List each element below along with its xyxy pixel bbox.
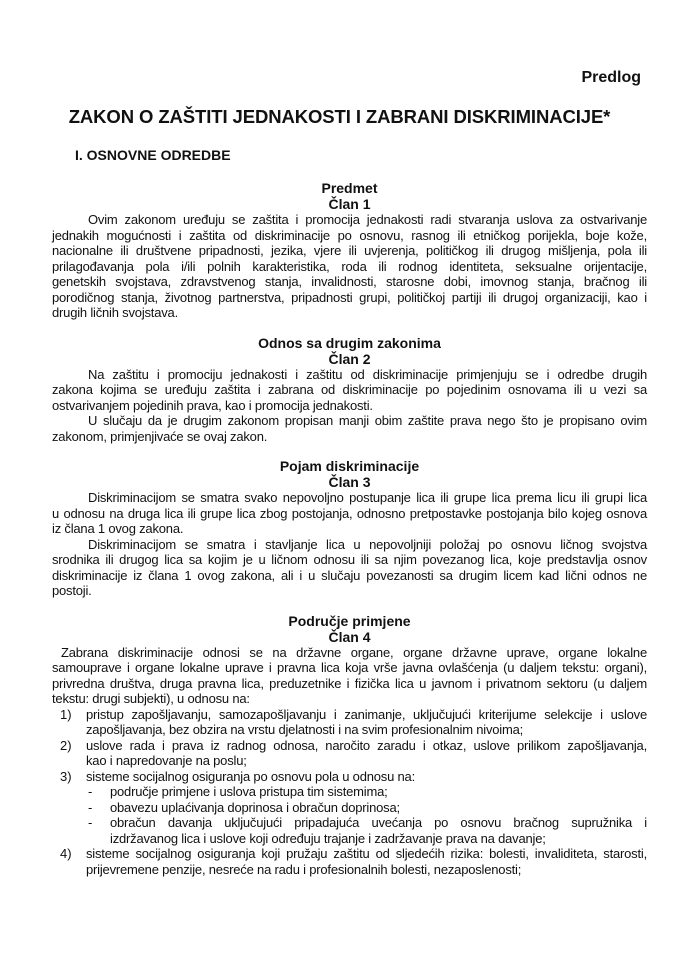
text-line: kao i napredovanje na poslu; bbox=[86, 753, 247, 768]
paragraph bbox=[52, 490, 647, 537]
text-line: jednakih mogućnosti i zaštita od diskriminacije po osnovu, rasnog ili etničkog porijekla, boje kože, bbox=[52, 227, 647, 243]
article-section bbox=[52, 335, 647, 445]
article-section bbox=[52, 613, 647, 878]
part-heading: I. OSNOVNE ODREDBE bbox=[75, 147, 231, 163]
text-line: područje primjene i uslova pristupa tim sistemima; bbox=[110, 784, 388, 799]
paragraph bbox=[52, 212, 647, 321]
paragraph bbox=[52, 367, 647, 414]
list-item bbox=[52, 769, 647, 785]
text-line: Diskriminacijom se smatra svako nepovoljno postupanje lica ili grupe lica prema licu ili grupi lica bbox=[88, 490, 647, 505]
text-line: samouprave i organe lokalne uprave i pravna lica koja vrše javna ovlašćenja (u daljem tekstu: organi), bbox=[52, 660, 647, 675]
article-number: Član 1 bbox=[328, 196, 371, 212]
list-marker: 3) bbox=[60, 768, 72, 784]
text-line: Diskriminacijom se smatra i stavljanje lica u nepovoljniji položaj po osnovu ličnog svojstva bbox=[88, 536, 647, 552]
list-marker: - bbox=[88, 799, 93, 815]
document-body bbox=[52, 180, 647, 891]
text-line: izdržavanog lica i uslove koji određuju trajanje i zadržavanje prava na davanje; bbox=[110, 830, 546, 846]
article-section bbox=[52, 180, 647, 321]
text-line: uslove rada i prava iz radnog odnosa, naročito zaradu i otkaz, uslove prilikom zapošljavanja, bbox=[86, 737, 647, 753]
document-status: Predlog bbox=[581, 69, 641, 86]
section-heading: Odnos sa drugim zakonima bbox=[258, 334, 441, 351]
text-line: Zabrana diskriminacije odnosi se na državne organe, organe državne uprave, organe lokalne bbox=[61, 644, 647, 660]
text-line: u odnosu na druga lica ili grupe lica zbog postojanja, odnosno pretpostavke postojanja bilo kojeg osnova bbox=[52, 505, 647, 521]
text-line: drugih ličnih svojstava. bbox=[52, 305, 178, 320]
text-line: zakona kojima se uređuju zaštita i zabrana od diskriminacije po pojedinim osnovama ili u vezi sa bbox=[52, 382, 647, 397]
text-line: porodičnog stanja, životnog partnerstva, pripadnosti grupi, političkoj partiji ili drugoj organizaciji, kao i bbox=[52, 289, 647, 305]
text-line: privredna društva, druga pravna lica, preduzetnike i fizička lica u javnom i privatnom sektoru (u daljem bbox=[52, 675, 647, 691]
text-line: sisteme socijalnog osiguranja koji pružaju zaštitu od sljedećih rizika: bolesti, invaliditeta, starosti, bbox=[86, 846, 647, 861]
list-marker: 1) bbox=[60, 706, 72, 722]
paragraph bbox=[52, 537, 647, 599]
article-number: Član 3 bbox=[328, 474, 371, 490]
text-line: U slučaju da je drugim zakonom propisan manji obim zaštite prava nego što je propisano ovim bbox=[88, 413, 647, 428]
list-item bbox=[52, 738, 647, 769]
list-item bbox=[52, 846, 647, 877]
list-marker: 4) bbox=[60, 846, 72, 861]
text-line: diskriminacije iz člana 1 ovog zakona, ali i u slučaju povezanosti sa drugim licem kad lični odnos ne bbox=[52, 567, 647, 583]
text-line: nacionalne ili društvene pripadnosti, jezika, vjere ili uvjerenja, političkog ili drugog mišljenja, pola ili bbox=[52, 243, 647, 258]
text-line: genetskih svojstava, zdravstvenog stanja, invalidnosti, starosne dobi, imovnog stanja, bračnog ili bbox=[52, 274, 647, 289]
text-line: ostvarivanjem pojedinih prava, kao i promocija jednakosti. bbox=[52, 397, 373, 413]
text-line: srodnika ili drugog lica sa kojim je u ličnom odnosu ili sa njim povezanog lica, koje predstavlja osnov bbox=[52, 552, 647, 567]
section-heading: Pojam diskriminacije bbox=[279, 458, 420, 474]
text-line: zapošljavanja, bez obzira na vrstu djelatnosti i na svim profesionalnim nivoima; bbox=[86, 722, 524, 737]
text-line: tekstu: drugi subjekti), u odnosu na: bbox=[52, 691, 250, 706]
text-line: zakonom, primjenjivaće se ovaj zakon. bbox=[52, 428, 268, 444]
sub-list-item bbox=[52, 800, 647, 816]
paragraph bbox=[52, 413, 647, 444]
sub-list-item bbox=[52, 784, 647, 800]
text-line: obračun davanja uključujući pripadajuća uvećanja po osnovu bračnog supružnika i bbox=[110, 815, 647, 830]
text-line: iz člana 1 ovog zakona. bbox=[52, 521, 184, 536]
text-line: pristup zapošljavanju, samozapošljavanju i zanimanje, uključujući kriterijume selekcije i uslove bbox=[86, 706, 647, 722]
text-line: prilagođavanja pola i/ili polnih karakteristika, roda ili rodnog identiteta, seksualne orijentacije, bbox=[52, 258, 647, 274]
list-item bbox=[52, 707, 647, 738]
paragraph bbox=[52, 645, 647, 707]
article-number: Član 4 bbox=[328, 628, 371, 645]
list-marker: 2) bbox=[60, 737, 72, 753]
text-line: obavezu uplaćivanja doprinosa i obračun doprinosa; bbox=[110, 799, 400, 815]
section-heading: Područje primjene bbox=[288, 612, 411, 629]
list-marker: - bbox=[88, 784, 93, 799]
text-line: sisteme socijalnog osiguranja po osnovu pola u odnosu na: bbox=[86, 768, 415, 784]
text-line: Na zaštitu i promociju jednakosti i zaštitu od diskriminacije primjenjuju se i odredbe drugih bbox=[88, 366, 647, 382]
sub-list-item bbox=[52, 815, 647, 846]
text-line: postoji. bbox=[52, 583, 92, 598]
text-line: prijevremene penzije, nesreće na radu i profesionalnih bolesti, nezaposlenosti; bbox=[86, 861, 522, 877]
article-number: Član 2 bbox=[328, 350, 371, 367]
list-marker: - bbox=[88, 815, 93, 830]
article-section bbox=[52, 458, 647, 599]
text-line: Ovim zakonom uređuju se zaštita i promocija jednakosti radi stvaranja uslova za ostvarivanje bbox=[88, 212, 647, 227]
section-heading: Predmet bbox=[321, 180, 378, 196]
document-title: ZAKON O ZAŠTITI JEDNAKOSTI I ZABRANI DISKRIMINACIJE* bbox=[68, 106, 611, 127]
